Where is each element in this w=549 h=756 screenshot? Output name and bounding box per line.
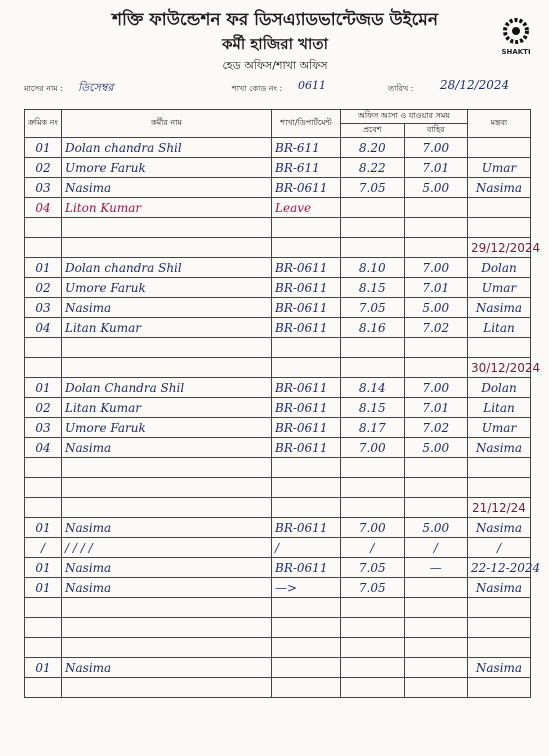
in-time-cell: 8.14 xyxy=(341,378,405,398)
out-time-cell: 7.00 xyxy=(404,258,468,278)
remark-cell: Umar xyxy=(468,278,531,298)
table-row xyxy=(25,218,531,238)
table-row xyxy=(25,598,531,618)
out-time-cell: 5.00 xyxy=(404,438,468,458)
branch-cell xyxy=(272,498,341,518)
table-row xyxy=(25,318,531,338)
out-time-cell: 7.01 xyxy=(404,158,468,178)
out-time-cell xyxy=(404,578,468,598)
col-remarks: মন্তব্য xyxy=(468,110,531,138)
serial-cell: 01 xyxy=(25,558,62,578)
name-cell: Dolan Chandra Shil xyxy=(62,378,272,398)
branch-cell: BR-0611 xyxy=(272,298,341,318)
out-time-cell: 5.00 xyxy=(404,178,468,198)
table-row xyxy=(25,198,531,218)
remark-cell: Dolan xyxy=(468,378,531,398)
remark-cell xyxy=(468,198,531,218)
table-row xyxy=(25,418,531,438)
out-time-cell: 5.00 xyxy=(404,518,468,538)
remark-cell xyxy=(468,338,531,358)
branch-cell xyxy=(272,638,341,658)
out-time-cell: 7.02 xyxy=(404,418,468,438)
col-serial: ক্রমিক নং xyxy=(25,110,62,138)
out-time-cell: 5.00 xyxy=(404,298,468,318)
out-time-cell: 7.00 xyxy=(404,138,468,158)
name-cell: Nasima xyxy=(62,438,272,458)
office-line: হেড অফিস/শাখা অফিস xyxy=(222,59,328,72)
branch-cell: BR-611 xyxy=(272,138,341,158)
remark-cell: Nasima xyxy=(468,178,531,198)
in-time-cell xyxy=(341,658,405,678)
in-time-cell xyxy=(341,218,405,238)
table-row xyxy=(25,438,531,458)
out-time-cell xyxy=(404,478,468,498)
serial-cell xyxy=(25,498,62,518)
name-cell xyxy=(62,458,272,478)
name-cell: Dolan chandra Shil xyxy=(62,258,272,278)
date-value: 28/12/2024 xyxy=(440,78,510,92)
out-time-cell xyxy=(404,218,468,238)
table-row xyxy=(25,558,531,578)
organization-title: শক্তি ফাউন্ডেশন ফর ডিসএ্যাডভান্টেজড উইমেন xyxy=(111,10,439,30)
out-time-cell xyxy=(404,458,468,478)
name-cell: / / / / xyxy=(62,538,272,558)
remark-cell: Litan xyxy=(468,318,531,338)
remark-cell xyxy=(468,618,531,638)
in-time-cell xyxy=(341,618,405,638)
branch-cell: / xyxy=(272,538,341,558)
name-cell xyxy=(62,238,272,258)
remark-cell: 22-12-2024 xyxy=(468,558,531,578)
serial-cell: 02 xyxy=(25,278,62,298)
branch-cell: BR-611 xyxy=(272,158,341,178)
remark-cell: Umar xyxy=(468,418,531,438)
name-cell: Umore Faruk xyxy=(62,278,272,298)
table-row xyxy=(25,158,531,178)
name-cell xyxy=(62,598,272,618)
in-time-cell xyxy=(341,498,405,518)
serial-cell xyxy=(25,618,62,638)
name-cell xyxy=(62,358,272,378)
in-time-cell xyxy=(341,238,405,258)
remark-cell: Litan xyxy=(468,398,531,418)
in-time-cell: / xyxy=(341,538,405,558)
branch-cell: BR-0611 xyxy=(272,418,341,438)
remark-cell: 30/12/2024 xyxy=(468,358,531,378)
remark-cell xyxy=(468,218,531,238)
table-row xyxy=(25,298,531,318)
remark-cell: 29/12/2024 xyxy=(468,238,531,258)
in-time-cell: 7.05 xyxy=(341,578,405,598)
remark-cell: 21/12/24 xyxy=(468,498,531,518)
table-row xyxy=(25,378,531,398)
in-time-cell: 8.15 xyxy=(341,278,405,298)
remark-cell: Umar xyxy=(468,158,531,178)
serial-cell: 02 xyxy=(25,398,62,418)
name-cell: Nasima xyxy=(62,518,272,538)
serial-cell: 04 xyxy=(25,318,62,338)
serial-cell: / xyxy=(25,538,62,558)
remark-cell: Dolan xyxy=(468,258,531,278)
name-cell xyxy=(62,638,272,658)
name-cell: Umore Faruk xyxy=(62,418,272,438)
table-row xyxy=(25,658,531,678)
out-time-cell xyxy=(404,238,468,258)
logo-text: SHAKTI xyxy=(501,48,531,56)
in-time-cell: 7.00 xyxy=(341,518,405,538)
col-name: কর্মীর নাম xyxy=(62,110,272,138)
month-label: মাসের নাম : xyxy=(24,84,63,93)
in-time-cell: 8.15 xyxy=(341,398,405,418)
out-time-cell xyxy=(404,598,468,618)
branch-cell: BR-0611 xyxy=(272,438,341,458)
in-time-cell: 8.22 xyxy=(341,158,405,178)
branch-cell xyxy=(272,238,341,258)
in-time-cell: 7.05 xyxy=(341,178,405,198)
serial-cell xyxy=(25,598,62,618)
out-time-cell xyxy=(404,658,468,678)
remark-cell: Nasima xyxy=(468,518,531,538)
in-time-cell xyxy=(341,338,405,358)
remark-cell xyxy=(468,678,531,698)
out-time-cell xyxy=(404,338,468,358)
table-row xyxy=(25,258,531,278)
in-time-cell xyxy=(341,458,405,478)
table-row xyxy=(25,638,531,658)
serial-cell: 01 xyxy=(25,658,62,678)
serial-cell xyxy=(25,678,62,698)
serial-cell: 01 xyxy=(25,138,62,158)
branch-cell xyxy=(272,598,341,618)
col-out: বাহির xyxy=(404,124,468,138)
branch-cell: BR-0611 xyxy=(272,558,341,578)
name-cell xyxy=(62,478,272,498)
name-cell: Liton Kumar xyxy=(62,198,272,218)
table-row xyxy=(25,458,531,478)
branch-cell xyxy=(272,358,341,378)
name-cell: Nasima xyxy=(62,178,272,198)
table-row xyxy=(25,338,531,358)
table-row xyxy=(25,398,531,418)
name-cell: Nasima xyxy=(62,298,272,318)
out-time-cell: 7.01 xyxy=(404,278,468,298)
out-time-cell xyxy=(404,618,468,638)
serial-cell: 04 xyxy=(25,438,62,458)
serial-cell xyxy=(25,338,62,358)
in-time-cell xyxy=(341,358,405,378)
table-row xyxy=(25,358,531,378)
branch-cell xyxy=(272,458,341,478)
in-time-cell: 8.16 xyxy=(341,318,405,338)
register-title: কর্মী হাজিরা খাতা xyxy=(222,35,328,53)
remark-cell: Nasima xyxy=(468,658,531,678)
table-row xyxy=(25,618,531,638)
serial-cell: 01 xyxy=(25,258,62,278)
serial-cell: 04 xyxy=(25,198,62,218)
out-time-cell xyxy=(404,498,468,518)
serial-cell: 01 xyxy=(25,518,62,538)
name-cell: Litan Kumar xyxy=(62,398,272,418)
branch-code-label: শাখা কোড নং : xyxy=(232,84,283,93)
in-time-cell xyxy=(341,598,405,618)
in-time-cell: 8.17 xyxy=(341,418,405,438)
branch-cell xyxy=(272,678,341,698)
branch-cell: Leave xyxy=(272,198,341,218)
out-time-cell xyxy=(404,358,468,378)
date-label: তারিখ : xyxy=(388,84,414,93)
table-row xyxy=(25,178,531,198)
name-cell: Dolan chandra Shil xyxy=(62,138,272,158)
serial-cell xyxy=(25,358,62,378)
name-cell xyxy=(62,498,272,518)
name-cell xyxy=(62,218,272,238)
in-time-cell: 8.20 xyxy=(341,138,405,158)
branch-cell: BR-0611 xyxy=(272,318,341,338)
name-cell xyxy=(62,678,272,698)
branch-cell: —> xyxy=(272,578,341,598)
name-cell: Umore Faruk xyxy=(62,158,272,178)
table-row xyxy=(25,578,531,598)
branch-cell: BR-0611 xyxy=(272,378,341,398)
branch-cell xyxy=(272,658,341,678)
out-time-cell xyxy=(404,198,468,218)
shakti-logo-icon xyxy=(500,14,532,48)
in-time-cell xyxy=(341,678,405,698)
in-time-cell xyxy=(341,638,405,658)
remark-cell xyxy=(468,458,531,478)
out-time-cell: 7.02 xyxy=(404,318,468,338)
in-time-cell: 8.10 xyxy=(341,258,405,278)
serial-cell: 01 xyxy=(25,578,62,598)
table-row xyxy=(25,238,531,258)
table-row xyxy=(25,498,531,518)
remark-cell: Nasima xyxy=(468,438,531,458)
attendance-table xyxy=(24,109,541,698)
table-row xyxy=(25,138,531,158)
remark-cell xyxy=(468,478,531,498)
serial-cell: 03 xyxy=(25,178,62,198)
branch-cell xyxy=(272,618,341,638)
branch-cell: BR-0611 xyxy=(272,398,341,418)
month-value: ডিসেম্বর xyxy=(78,81,114,94)
branch-code-value: 0611 xyxy=(298,79,326,92)
remark-cell xyxy=(468,598,531,618)
name-cell: Litan Kumar xyxy=(62,318,272,338)
in-time-cell: 7.05 xyxy=(341,298,405,318)
branch-cell xyxy=(272,478,341,498)
branch-cell: BR-0611 xyxy=(272,178,341,198)
serial-cell: 03 xyxy=(25,418,62,438)
remark-cell: Nasima xyxy=(468,298,531,318)
serial-cell: 01 xyxy=(25,378,62,398)
branch-cell xyxy=(272,338,341,358)
table-row xyxy=(25,478,531,498)
in-time-cell: 7.05 xyxy=(341,558,405,578)
serial-cell xyxy=(25,238,62,258)
table-row xyxy=(25,678,531,698)
col-time-group: অফিস আসা ও যাওয়ার সময় xyxy=(341,110,468,124)
serial-cell xyxy=(25,218,62,238)
table-row xyxy=(25,518,531,538)
name-cell: Nasima xyxy=(62,558,272,578)
out-time-cell xyxy=(404,678,468,698)
branch-cell xyxy=(272,218,341,238)
name-cell: Nasima xyxy=(62,578,272,598)
name-cell xyxy=(62,618,272,638)
serial-cell: 03 xyxy=(25,298,62,318)
table-row xyxy=(25,278,531,298)
serial-cell xyxy=(25,478,62,498)
out-time-cell: 7.00 xyxy=(404,378,468,398)
out-time-cell: 7.01 xyxy=(404,398,468,418)
remark-cell xyxy=(468,638,531,658)
name-cell: Nasima xyxy=(62,658,272,678)
remark-cell: / xyxy=(468,538,531,558)
serial-cell xyxy=(25,638,62,658)
table-row xyxy=(25,538,531,558)
in-time-cell xyxy=(341,198,405,218)
branch-cell: BR-0611 xyxy=(272,278,341,298)
name-cell xyxy=(62,338,272,358)
out-time-cell xyxy=(404,638,468,658)
col-branch: শাখা/ডিপার্টমেন্ট xyxy=(272,110,341,138)
remark-cell: Nasima xyxy=(468,578,531,598)
out-time-cell: / xyxy=(404,538,468,558)
in-time-cell xyxy=(341,478,405,498)
branch-cell: BR-0611 xyxy=(272,258,341,278)
in-time-cell: 7.00 xyxy=(341,438,405,458)
col-in: প্রবেশ xyxy=(341,124,405,138)
out-time-cell: — xyxy=(404,558,468,578)
remark-cell xyxy=(468,138,531,158)
serial-cell xyxy=(25,458,62,478)
branch-cell: BR-0611 xyxy=(272,518,341,538)
serial-cell: 02 xyxy=(25,158,62,178)
